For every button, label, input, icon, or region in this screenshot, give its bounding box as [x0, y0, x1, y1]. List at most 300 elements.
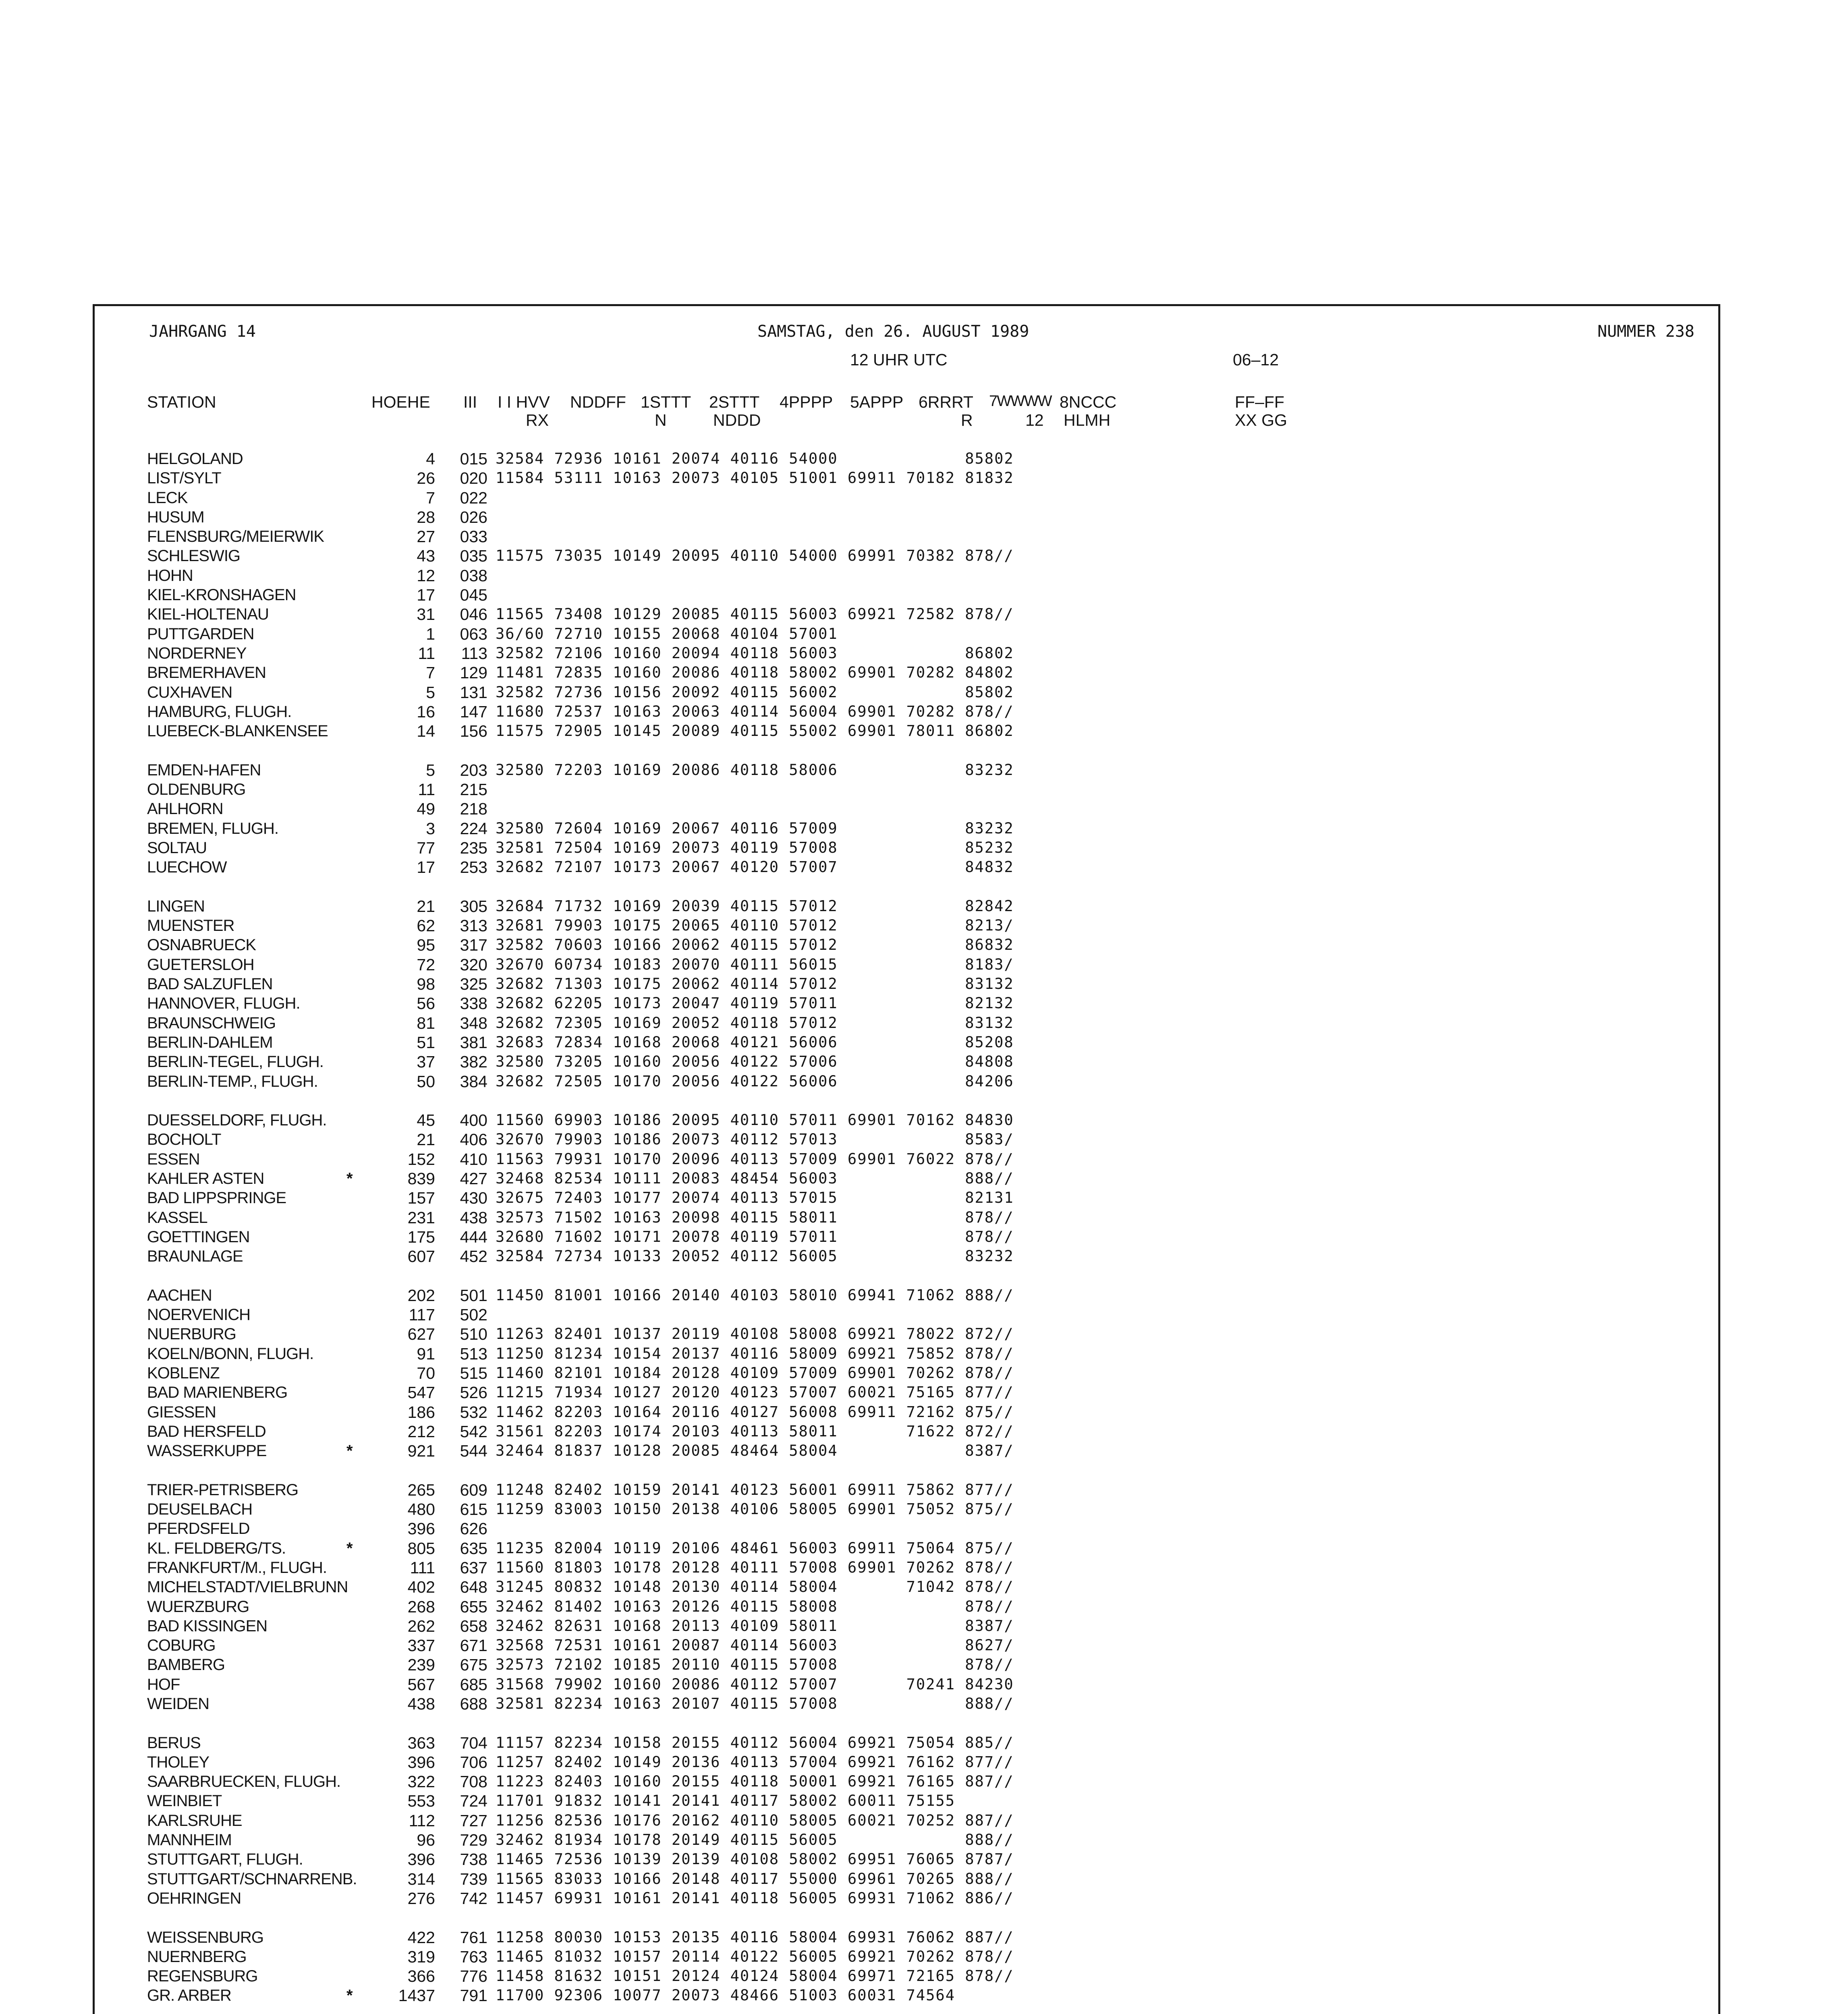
observation-groups: 32582 72106 10160 20094 40118 56003 86802: [496, 644, 1014, 662]
station-name: SCHLESWIG: [147, 547, 241, 565]
station-height: 11: [418, 780, 435, 799]
station-name: COBURG: [147, 1637, 216, 1655]
station-name: BAD MARIENBERG: [147, 1384, 288, 1402]
observation-groups: 32682 72505 10170 20056 40122 56006 84206: [496, 1072, 1014, 1090]
station-index: 452: [460, 1247, 487, 1266]
table-row: [0, 1305, 1848, 1324]
station-index: 020: [460, 469, 487, 488]
station-index: 015: [460, 450, 487, 468]
station-index: 444: [460, 1227, 487, 1246]
station-name: KOBLENZ: [147, 1364, 220, 1382]
table-row: [0, 955, 1848, 974]
col-xxgg: XX GG: [1235, 411, 1287, 429]
station-index: 313: [460, 916, 487, 935]
station-height: 157: [407, 1189, 435, 1208]
table-row: [0, 1519, 1848, 1538]
station-index: 502: [460, 1305, 487, 1324]
station-index: 637: [460, 1558, 487, 1577]
station-height: 268: [407, 1597, 435, 1616]
station-name: LUEBECK-BLANKENSEE: [147, 722, 328, 740]
station-height: 45: [417, 1111, 435, 1130]
observation-groups: 32464 81837 10128 20085 48464 58004 8387/: [496, 1442, 1014, 1460]
observation-groups: 11263 82401 10137 20119 40108 58008 69921 78022 872//: [496, 1325, 1014, 1343]
station-name: BERUS: [147, 1734, 201, 1752]
group-gap: [0, 1266, 1848, 1285]
station-name: KAHLER ASTEN: [147, 1169, 264, 1187]
station-index: 317: [460, 936, 487, 955]
observation-groups: 32682 71303 10175 20062 40114 57012 83132: [496, 975, 1014, 993]
station-height: 12: [417, 566, 435, 585]
station-index: 776: [460, 1967, 487, 1986]
observation-groups: 11481 72835 10160 20086 40118 58002 69901 70282 84802: [496, 664, 1014, 682]
station-name: HELGOLAND: [147, 450, 243, 468]
col-hoehe: HOEHE: [371, 393, 430, 411]
table-row: [0, 760, 1848, 780]
station-index: 406: [460, 1130, 487, 1149]
station-height: 175: [407, 1227, 435, 1246]
table-row: [0, 1558, 1848, 1577]
station-name: ESSEN: [147, 1150, 200, 1168]
observation-groups: 32584 72936 10161 20074 40116 54000 85802: [496, 450, 1014, 467]
table-row: [0, 1577, 1848, 1597]
table-row: [0, 1130, 1848, 1149]
station-index: 235: [460, 838, 487, 857]
station-height: 96: [417, 1831, 435, 1850]
station-index: 381: [460, 1033, 487, 1052]
table-row: [0, 1616, 1848, 1636]
jahrgang: JAHRGANG 14: [149, 322, 256, 341]
station-height: 152: [407, 1150, 435, 1169]
station-name: HAMBURG, FLUGH.: [147, 702, 292, 721]
table-row: [0, 1188, 1848, 1208]
table-row: [0, 449, 1848, 468]
table-row: [0, 1889, 1848, 1908]
station-index: 609: [460, 1480, 487, 1499]
group-gap: [0, 877, 1848, 897]
observation-groups: 32582 70603 10166 20062 40115 57012 86832: [496, 936, 1014, 954]
station-height: 56: [417, 994, 435, 1013]
station-name: GR. ARBER: [147, 1987, 231, 2005]
table-row: [0, 1830, 1848, 1850]
observation-groups: 32462 82631 10168 20113 40109 58011 8387/: [496, 1617, 1014, 1635]
station-name: LIST/SYLT: [147, 469, 221, 487]
station-height: 28: [417, 508, 435, 526]
observation-groups: 32580 73205 10160 20056 40122 57006 84808: [496, 1053, 1014, 1071]
station-name: BERLIN-DAHLEM: [147, 1033, 273, 1051]
station-height: 438: [407, 1695, 435, 1713]
observation-groups: 11223 82403 10160 20155 40118 50001 69921 76165 887//: [496, 1773, 1014, 1790]
station-index: 022: [460, 488, 487, 507]
issue-number: NUMMER 238: [1597, 322, 1695, 341]
station-index: 218: [460, 800, 487, 818]
station-height: 921: [407, 1442, 435, 1461]
observation-groups: 11575 72905 10145 20089 40115 55002 69901 78011 86802: [496, 722, 1014, 740]
observation-groups: 32683 72834 10168 20068 40121 56006 85208: [496, 1033, 1014, 1051]
group-gap: [0, 741, 1848, 760]
station-height: 91: [417, 1344, 435, 1363]
station-name: BAD HERSFELD: [147, 1422, 266, 1440]
station-index: 513: [460, 1344, 487, 1363]
table-row: [0, 1169, 1848, 1188]
table-row: [0, 1850, 1848, 1869]
issue-date: SAMSTAG, den 26. AUGUST 1989: [757, 322, 1029, 341]
station-height: 422: [407, 1928, 435, 1947]
station-name: WASSERKUPPE: [147, 1442, 267, 1460]
station-index: 729: [460, 1831, 487, 1850]
station-index: 033: [460, 527, 487, 546]
station-name: BRAUNLAGE: [147, 1247, 243, 1266]
station-height: 7: [426, 663, 435, 682]
station-index: 648: [460, 1578, 487, 1597]
station-name: KOELN/BONN, FLUGH.: [147, 1345, 314, 1363]
table-row: [0, 566, 1848, 585]
station-name: NUERNBERG: [147, 1948, 247, 1966]
station-name: BERLIN-TEMP., FLUGH.: [147, 1072, 318, 1090]
observation-groups: 32584 72734 10133 20052 40112 56005 83232: [496, 1247, 1014, 1265]
col-iii: III: [463, 393, 477, 411]
observation-groups: 11259 83003 10150 20138 40106 58005 69901 75052 875//: [496, 1500, 1014, 1518]
station-index: 113: [461, 644, 487, 663]
station-index: 026: [460, 508, 487, 526]
table-row: [0, 935, 1848, 955]
station-height: 805: [407, 1539, 435, 1558]
observation-groups: 11257 82402 10149 20136 40113 57004 69921 76162 877//: [496, 1753, 1014, 1771]
station-height: 480: [407, 1500, 435, 1519]
col-hlmh: HLMH: [1064, 411, 1111, 429]
observation-groups: 11565 73408 10129 20085 40115 56003 69921 72582 878//: [496, 605, 1014, 623]
station-index: 708: [460, 1772, 487, 1791]
station-name: HOF: [147, 1675, 180, 1693]
station-height: 17: [417, 858, 435, 877]
table-row: [0, 663, 1848, 682]
station-name: LINGEN: [147, 897, 205, 915]
observation-groups: 11248 82402 10159 20141 40123 56001 69911 75862 877//: [496, 1481, 1014, 1498]
station-index: 685: [460, 1675, 487, 1694]
station-height: 11: [418, 644, 435, 663]
station-name: REGENSBURG: [147, 1967, 258, 1985]
observation-groups: 32582 72736 10156 20092 40115 56002 85802: [496, 683, 1014, 701]
table-row: [0, 585, 1848, 605]
station-height: 396: [407, 1753, 435, 1772]
table-row: [0, 1986, 1848, 2005]
station-index: 156: [460, 722, 487, 741]
station-height: 322: [407, 1772, 435, 1791]
station-index: 253: [460, 858, 487, 877]
station-index: 688: [460, 1695, 487, 1713]
station-index: 038: [460, 566, 487, 585]
observation-groups: 32573 72102 10185 20110 40115 57008 878//: [496, 1656, 1014, 1674]
observation-groups: 11457 69931 10161 20141 40118 56005 69931 71062 886//: [496, 1889, 1014, 1907]
station-index: 501: [460, 1286, 487, 1305]
table-row: [0, 858, 1848, 877]
station-index: 704: [460, 1733, 487, 1752]
observation-groups: 31568 79902 10160 20086 40112 57007 70241 84230: [496, 1675, 1014, 1693]
station-height: 49: [417, 800, 435, 818]
observation-groups: 11462 82203 10164 20116 40127 56008 69911 72162 875//: [496, 1403, 1014, 1421]
observation-groups: 32675 72403 10177 20074 40113 57015 82131: [496, 1189, 1014, 1207]
station-height: 5: [426, 760, 435, 779]
table-row: [0, 1947, 1848, 1966]
col-nddff: NDDFF: [570, 393, 626, 411]
table-row: [0, 974, 1848, 994]
station-index: 542: [460, 1422, 487, 1441]
station-index: 348: [460, 1013, 487, 1032]
station-name: OLDENBURG: [147, 781, 246, 799]
col-2sttt: 2STTT: [709, 393, 760, 411]
table-row: [0, 1753, 1848, 1772]
table-row: [0, 1869, 1848, 1889]
station-height: 21: [417, 1130, 435, 1149]
observation-groups: 11701 91832 10141 20141 40117 58002 60011 75155: [496, 1792, 955, 1810]
station-index: 761: [460, 1928, 487, 1947]
observation-groups: 32580 72604 10169 20067 40116 57009 83232: [496, 819, 1014, 837]
station-name: NOERVENICH: [147, 1306, 250, 1324]
station-height: 31: [417, 605, 435, 624]
col-12: 12: [1025, 411, 1044, 429]
table-row: [0, 838, 1848, 858]
station-index: 671: [460, 1636, 487, 1655]
observation-groups: 32680 71602 10171 20078 40119 57011 878//: [496, 1228, 1014, 1245]
station-height: 16: [417, 702, 435, 721]
station-index: 430: [460, 1189, 487, 1208]
station-name: BERLIN-TEGEL, FLUGH.: [147, 1053, 324, 1071]
station-height: 567: [407, 1675, 435, 1694]
station-index: 763: [460, 1947, 487, 1966]
station-height: 627: [407, 1325, 435, 1344]
col-1sttt: 1STTT: [641, 393, 691, 411]
table-row: [0, 683, 1848, 702]
table-row: [0, 1208, 1848, 1227]
station-name: OEHRINGEN: [147, 1889, 241, 1907]
station-height: 202: [407, 1286, 435, 1305]
station-name: DUESSELDORF, FLUGH.: [147, 1111, 327, 1129]
table-row: [0, 1286, 1848, 1305]
table-row: [0, 1928, 1848, 1947]
station-name: BREMERHAVEN: [147, 664, 266, 682]
station-index: 400: [460, 1111, 487, 1130]
table-row: [0, 780, 1848, 799]
station-height: 17: [417, 586, 435, 605]
station-height: 396: [407, 1519, 435, 1538]
station-index: 738: [460, 1850, 487, 1869]
station-name: LECK: [147, 489, 188, 507]
station-height: 186: [407, 1403, 435, 1421]
station-name: STUTTGART, FLUGH.: [147, 1850, 303, 1869]
table-row: [0, 1383, 1848, 1402]
table-row: [0, 644, 1848, 663]
station-index: 215: [460, 780, 487, 799]
observation-groups: 11157 82234 10158 20155 40112 56004 69921 75054 885//: [496, 1734, 1014, 1751]
station-height: 265: [407, 1480, 435, 1499]
station-height: 363: [407, 1733, 435, 1752]
table-row: [0, 1480, 1848, 1500]
table-row: [0, 799, 1848, 818]
observation-groups: 32682 72305 10169 20052 40118 57012 83132: [496, 1014, 1014, 1032]
station-height: 117: [409, 1305, 435, 1324]
station-index: 510: [460, 1325, 487, 1344]
station-name: HOHN: [147, 566, 193, 584]
station-height: 607: [407, 1247, 435, 1266]
station-height: 262: [407, 1616, 435, 1635]
station-height: 14: [417, 722, 435, 741]
station-name: SAARBRUECKEN, FLUGH.: [147, 1773, 341, 1791]
observation-groups: 31245 80832 10148 20130 40114 58004 71042 878//: [496, 1578, 1014, 1596]
station-index: 635: [460, 1539, 487, 1558]
observation-groups: 11680 72537 10163 20063 40114 56004 69901 70282 878//: [496, 702, 1014, 720]
table-row: [0, 1247, 1848, 1266]
table-row: [0, 527, 1848, 546]
col-nddd: NDDD: [713, 411, 761, 429]
table-row: [0, 1733, 1848, 1753]
station-height: 4: [426, 450, 435, 468]
station-name: AHLHORN: [147, 800, 223, 818]
station-name: BAD KISSINGEN: [147, 1617, 268, 1635]
station-index: 203: [460, 760, 487, 779]
station-index: 129: [460, 663, 487, 682]
table-row: [0, 1966, 1848, 1986]
station-name: BAD SALZUFLEN: [147, 975, 273, 993]
station-name: FRANKFURT/M., FLUGH.: [147, 1558, 327, 1577]
table-row: [0, 488, 1848, 508]
station-name: PUTTGARDEN: [147, 625, 254, 643]
table-row: [0, 1441, 1848, 1461]
observation-groups: 11584 53111 10163 20073 40105 51001 69911 70182 81832: [496, 469, 1014, 487]
col-hvv: I I HVV: [498, 393, 550, 411]
observation-groups: 11565 83033 10166 20148 40117 55000 69961 70265 888//: [496, 1870, 1014, 1888]
station-index: 410: [460, 1150, 487, 1169]
station-height: 839: [407, 1169, 435, 1188]
station-name: CUXHAVEN: [147, 683, 232, 701]
station-height: 3: [426, 819, 435, 838]
observation-groups: 11465 72536 10139 20139 40108 58002 69951 76065 8787/: [496, 1850, 1014, 1868]
station-index: 063: [460, 624, 487, 643]
table-row: [0, 916, 1848, 935]
table-row: [0, 1072, 1848, 1091]
station-height: 72: [417, 955, 435, 974]
station-name: TRIER-PETRISBERG: [147, 1481, 299, 1499]
observation-groups: 32581 72504 10169 20073 40119 57008 85232: [496, 839, 1014, 856]
observation-groups: 32573 71502 10163 20098 40115 58011 878//: [496, 1208, 1014, 1226]
station-height: 95: [417, 936, 435, 955]
station-name: BAD LIPPSPRINGE: [147, 1189, 286, 1207]
station-height: 98: [417, 975, 435, 994]
station-height: 396: [407, 1850, 435, 1869]
station-index: 035: [460, 547, 487, 566]
station-index: 438: [460, 1208, 487, 1227]
station-index: 224: [460, 819, 487, 838]
table-row: [0, 1655, 1848, 1674]
observation-groups: 11235 82004 10119 20106 48461 56003 69911 75064 875//: [496, 1539, 1014, 1557]
station-height: 239: [407, 1656, 435, 1674]
station-name: GIESSEN: [147, 1403, 216, 1421]
observation-groups: 11256 82536 10176 20162 40110 58005 60021 70252 887//: [496, 1811, 1014, 1829]
station-name: NUERBURG: [147, 1325, 236, 1343]
station-name: MUENSTER: [147, 917, 234, 935]
station-name: BRAUNSCHWEIG: [147, 1014, 276, 1032]
table-row: [0, 897, 1848, 916]
table-row: [0, 702, 1848, 721]
observation-groups: 32670 79903 10186 20073 40112 57013 8583/: [496, 1131, 1014, 1148]
col-7wwww: 7WWWW: [989, 393, 1052, 410]
station-height: 112: [409, 1811, 435, 1830]
observation-groups: 32684 71732 10169 20039 40115 57012 82842: [496, 897, 1014, 915]
table-row: [0, 605, 1848, 624]
observation-groups: 32580 72203 10169 20086 40118 58006 83232: [496, 761, 1014, 779]
table-row: [0, 1597, 1848, 1616]
observation-groups: 32581 82234 10163 20107 40115 57008 888//: [496, 1695, 1014, 1712]
observation-groups: 11575 73035 10149 20095 40110 54000 69991 70382 878//: [496, 547, 1014, 565]
station-index: 658: [460, 1616, 487, 1635]
station-index: 742: [460, 1889, 487, 1908]
observation-groups: 11258 80030 10153 20135 40116 58004 69931 76062 887//: [496, 1928, 1014, 1946]
station-index: 791: [460, 1986, 487, 2005]
observation-groups: 11560 81803 10178 20128 40111 57008 69901 70262 878//: [496, 1558, 1014, 1576]
observation-groups: 32682 72107 10173 20067 40120 57007 84832: [496, 858, 1014, 876]
col-8nccc: 8NCCC: [1060, 393, 1117, 411]
station-height: 21: [417, 897, 435, 916]
observation-groups: 32670 60734 10183 20070 40111 56015 8183/: [496, 955, 1014, 973]
observation-groups: 32462 81402 10163 20126 40115 58008 878//: [496, 1598, 1014, 1615]
group-gap: [0, 1461, 1848, 1480]
mountain-marker: *: [346, 1442, 353, 1460]
station-height: 1: [426, 624, 435, 643]
station-height: 62: [417, 916, 435, 935]
station-index: 045: [460, 586, 487, 605]
observation-groups: 11215 71934 10127 20120 40123 57007 60021 75165 877//: [496, 1384, 1014, 1401]
station-index: 427: [460, 1169, 487, 1188]
observation-groups: 32468 82534 10111 20083 48454 56003 888//: [496, 1169, 1014, 1187]
observation-groups: 11700 92306 10077 20073 48466 51003 60031 74564: [496, 1987, 955, 2004]
station-name: NORDERNEY: [147, 644, 247, 662]
station-height: 7: [426, 488, 435, 507]
table-row: [0, 1344, 1848, 1363]
col-6rrrt: 6RRRT: [919, 393, 973, 411]
station-height: 81: [417, 1013, 435, 1032]
synop-table: [0, 449, 1848, 2014]
station-name: BREMEN, FLUGH.: [147, 819, 279, 837]
station-height: 276: [407, 1889, 435, 1908]
station-index: 727: [460, 1811, 487, 1830]
station-name: PFERDSFELD: [147, 1520, 250, 1538]
col-station: STATION: [147, 393, 216, 411]
station-height: 70: [417, 1363, 435, 1382]
station-height: 402: [407, 1578, 435, 1597]
station-index: 338: [460, 994, 487, 1013]
station-name: KARLSRUHE: [147, 1811, 242, 1830]
station-height: 51: [417, 1033, 435, 1052]
station-height: 553: [407, 1792, 435, 1811]
station-index: 515: [460, 1363, 487, 1382]
table-row: [0, 1150, 1848, 1169]
observation-period: 06–12: [1233, 350, 1279, 369]
station-name: BOCHOLT: [147, 1131, 221, 1149]
observation-groups: 11450 81001 10166 20140 40103 58010 69941 71062 888//: [496, 1286, 1014, 1304]
station-name: KL. FELDBERG/TS.: [147, 1539, 286, 1557]
observation-groups: 32568 72531 10161 20087 40114 56003 8627/: [496, 1637, 1014, 1654]
station-name: BAMBERG: [147, 1656, 225, 1674]
observation-groups: 11563 79931 10170 20096 40113 57009 69901 76022 878//: [496, 1150, 1014, 1168]
group-gap: [0, 1908, 1848, 1927]
table-row: [0, 1363, 1848, 1383]
table-row: [0, 1636, 1848, 1655]
station-height: 26: [417, 469, 435, 488]
station-index: 532: [460, 1403, 487, 1421]
station-name: KASSEL: [147, 1208, 207, 1227]
table-row: [0, 1791, 1848, 1811]
station-name: AACHEN: [147, 1286, 212, 1304]
col-4pppp: 4PPPP: [780, 393, 833, 411]
station-height: 1437: [398, 1986, 435, 2005]
